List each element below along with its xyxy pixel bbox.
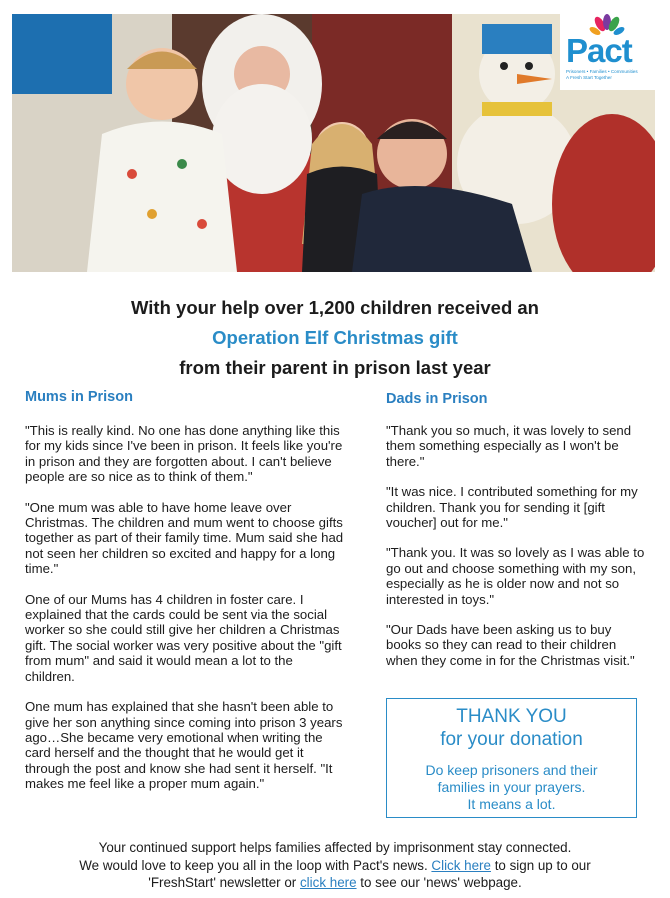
family-with-santa-illustration bbox=[12, 14, 655, 272]
footer-line-2-tail: to sign up to our bbox=[490, 857, 591, 873]
mums-quote-2: "One mum was able to have home leave over Christmas. The children and mum went to choose gifts together as part of their family time. Mum said she had not seen her children so excited and happy for a long time." bbox=[25, 499, 344, 577]
dads-quote-3: "Thank you. It was so lovely as I was able to go out and choose something with my son, especially as he is older now and not so interested in toys." bbox=[386, 545, 645, 607]
footer-line-1: Your continued support helps families affected by imprisonment stay connected. bbox=[98, 840, 572, 855]
dads-quote-2: "It was nice. I contributed something for my children. Thank you for sending it [gift voucher] out for me." bbox=[386, 484, 638, 531]
thank-you-subheading: for your donation bbox=[440, 729, 583, 750]
pact-logo bbox=[560, 14, 655, 90]
mums-section-title: Mums in Prison bbox=[25, 389, 133, 405]
headline bbox=[0, 293, 670, 383]
dads-column bbox=[386, 423, 646, 683]
footer-line-2 bbox=[0, 857, 670, 875]
headline-line-1: With your help over 1,200 children received an bbox=[130, 297, 539, 318]
logo-wordmark: Pact bbox=[566, 32, 632, 69]
newsletter-signup-link[interactable]: Click here bbox=[431, 857, 491, 873]
dads-quote-1: "Thank you so much, it was lovely to send them something especially as I won't be there." bbox=[386, 423, 632, 469]
footer-line-3-text: 'FreshStart' newsletter or bbox=[148, 875, 300, 890]
dads-section-title: Dads in Prison bbox=[386, 391, 488, 407]
mums-column bbox=[25, 423, 345, 807]
thank-you-box bbox=[386, 698, 637, 818]
thank-you-message-line-3: It means a lot. bbox=[467, 796, 556, 812]
mums-quote-4: One mum has explained that she hasn't been able to give her son anything since coming into prison 3 years ago…She became very emotional when writing the card herself and the thought that he would get it through the post and know she had sent it herself. "It makes me feel like a proper mum again." bbox=[25, 699, 343, 792]
thank-you-message bbox=[387, 762, 636, 813]
dads-quote-4: "Our Dads have been asking us to buy books so they can read to their children when they come in for the Christmas visit." bbox=[386, 622, 635, 668]
footer-line-3 bbox=[0, 874, 670, 892]
footer-line-2-text: We would love to keep you all in the loop with Pact's news. bbox=[79, 857, 432, 873]
hero-photo bbox=[12, 14, 655, 272]
mums-quote-3: One of our Mums has 4 children in foster care. I explained that the cards could be sent via the social worker so she could still give her children a Christmas gift. The social worker was very positive about the "gift from mum" and said it would mean a lot to the children. bbox=[25, 591, 342, 684]
headline-line-3: from their parent in prison last year bbox=[179, 357, 491, 378]
logo-tagline-2: A Fresh Start Together bbox=[566, 75, 612, 80]
logo-tagline bbox=[566, 69, 652, 81]
thank-you-heading: THANK YOU bbox=[456, 706, 567, 727]
footer-line-3-tail: to see our 'news' webpage. bbox=[356, 875, 522, 890]
thank-you-message-line-1: Do keep prisoners and their bbox=[425, 762, 598, 778]
mums-quote-1: "This is really kind. No one has done anything like this for my kids since I've been in prison. It feels like you're in prison and they are forgotten about. I can't believe people are so nice as to think of them." bbox=[25, 423, 343, 485]
news-page-link[interactable]: click here bbox=[299, 875, 357, 890]
thank-you-message-line-2: families in your prayers. bbox=[437, 779, 586, 795]
headline-line-2: Operation Elf Christmas gift bbox=[212, 327, 458, 348]
logo-tagline-1: Prisoners • Families • Communities bbox=[566, 69, 638, 74]
footer bbox=[0, 839, 670, 892]
